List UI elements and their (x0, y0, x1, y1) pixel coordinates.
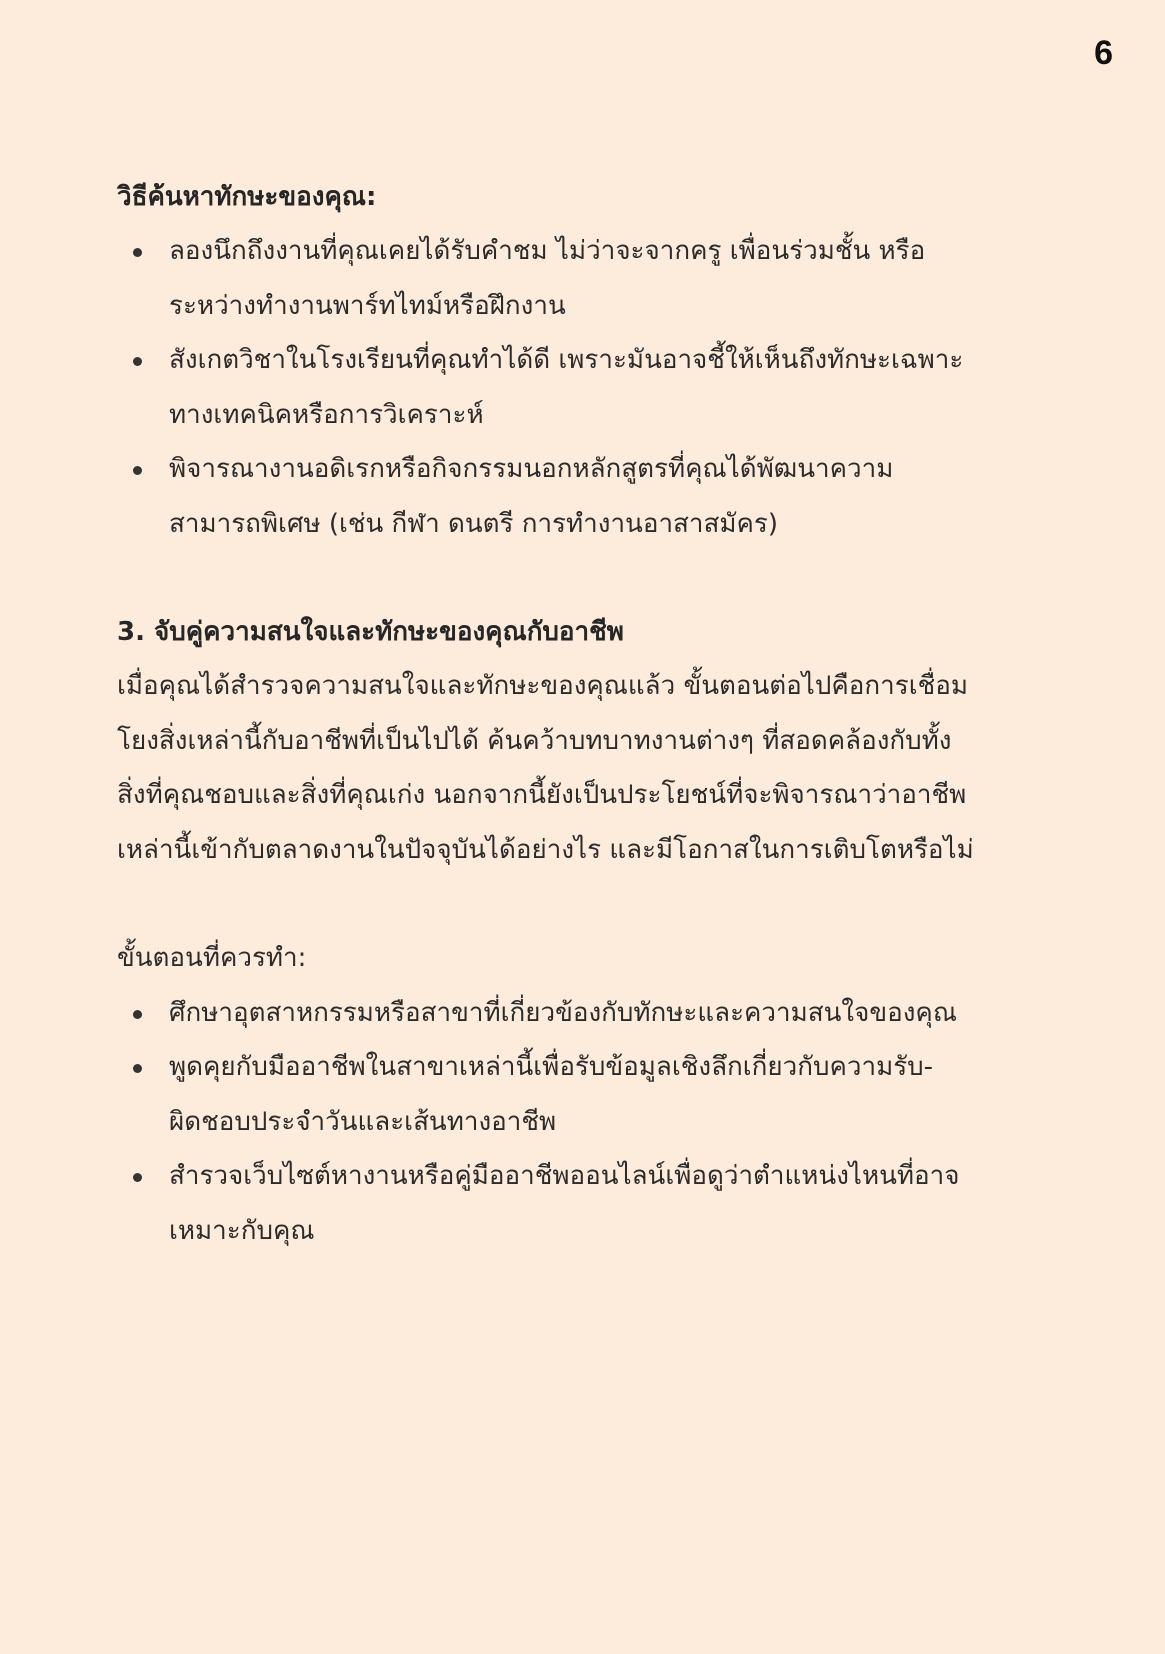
spacer (117, 877, 1047, 931)
list-item-line: เหมาะกับคุณ (169, 1215, 315, 1246)
list-item (117, 224, 1047, 333)
find-skills-heading: วิธีค้นหาทักษะของคุณ: (117, 182, 377, 212)
list-item-line: พิจารณางานอดิเรกหรือกิจกรรมนอกหลักสูตรที่คุณได้พัฒนาความ (169, 454, 894, 484)
list-item (117, 333, 1047, 442)
steps-list (117, 986, 1047, 1259)
steps-heading: ขั้นตอนที่ควรทำ: (117, 943, 307, 973)
list-item (117, 1040, 1047, 1149)
list-item-line: ศึกษาอุตสาหกรรมหรือสาขาที่เกี่ยวข้องกับทักษะและความสนใจของคุณ (169, 997, 957, 1028)
bullet-icon (133, 248, 142, 257)
list-item-line: สังเกตวิชาในโรงเรียนที่คุณทำได้ดี เพราะมันอาจชี้ให้เห็นถึงทักษะเฉพาะ (169, 345, 964, 375)
bullet-icon (133, 1173, 142, 1182)
paragraph-line: สิ่งที่คุณชอบและสิ่งที่คุณเก่ง นอกจากนี้ยังเป็นประโยชน์ที่จะพิจารณาว่าอาชีพ (117, 780, 967, 810)
bullet-icon (133, 1064, 142, 1073)
list-item-line: สำรวจเว็บไซต์หางานหรือคู่มืออาชีพออนไลน์เพื่อดูว่าตำแหน่งไหนที่อาจ (169, 1161, 960, 1191)
list-item-line: พูดคุยกับมืออาชีพในสาขาเหล่านี้เพื่อรับข้อมูลเชิงลึกเกี่ยวกับความรับ- (169, 1052, 934, 1082)
list-item-line: ทางเทคนิคหรือการวิเคราะห์ (169, 399, 484, 430)
page-number: 6 (1094, 34, 1113, 72)
list-item (117, 986, 1047, 1041)
list-item-line: ระหว่างทำงานพาร์ทไทม์หรือฝึกงาน (169, 290, 566, 321)
section-3 (117, 605, 1047, 877)
section-3-paragraph (117, 659, 1047, 877)
list-item-line: สามารถพิเศษ (เช่น กีฬา ดนตรี การทำงานอาสาสมัคร) (169, 508, 779, 539)
section-3-heading: 3. จับคู่ความสนใจและทักษะของคุณกับอาชีพ (117, 617, 624, 647)
list-item-line: ผิดชอบประจำวันและเส้นทางอาชีพ (169, 1106, 557, 1137)
paragraph-line: เหล่านี้เข้ากับตลาดงานในปัจจุบันได้อย่างไร และมีโอกาสในการเติบโตหรือไม่ (117, 834, 974, 865)
bullet-icon (133, 1010, 142, 1019)
page-content (117, 170, 1047, 1258)
list-item (117, 442, 1047, 551)
paragraph-line: เมื่อคุณได้สำรวจความสนใจและทักษะของคุณแล้ว ขั้นตอนต่อไปคือการเชื่อม (117, 671, 968, 701)
list-item-line: ลองนึกถึงงานที่คุณเคยได้รับคำชม ไม่ว่าจะจากครู เพื่อนร่วมชั้น หรือ (169, 236, 926, 266)
find-skills-list (117, 224, 1047, 551)
list-item (117, 1149, 1047, 1258)
bullet-icon (133, 357, 142, 366)
paragraph-line: โยงสิ่งเหล่านี้กับอาชีพที่เป็นไปได้ ค้นคว้าบทบาทงานต่างๆ ที่สอดคล้องกับทั้ง (117, 725, 952, 756)
bullet-icon (133, 466, 142, 475)
